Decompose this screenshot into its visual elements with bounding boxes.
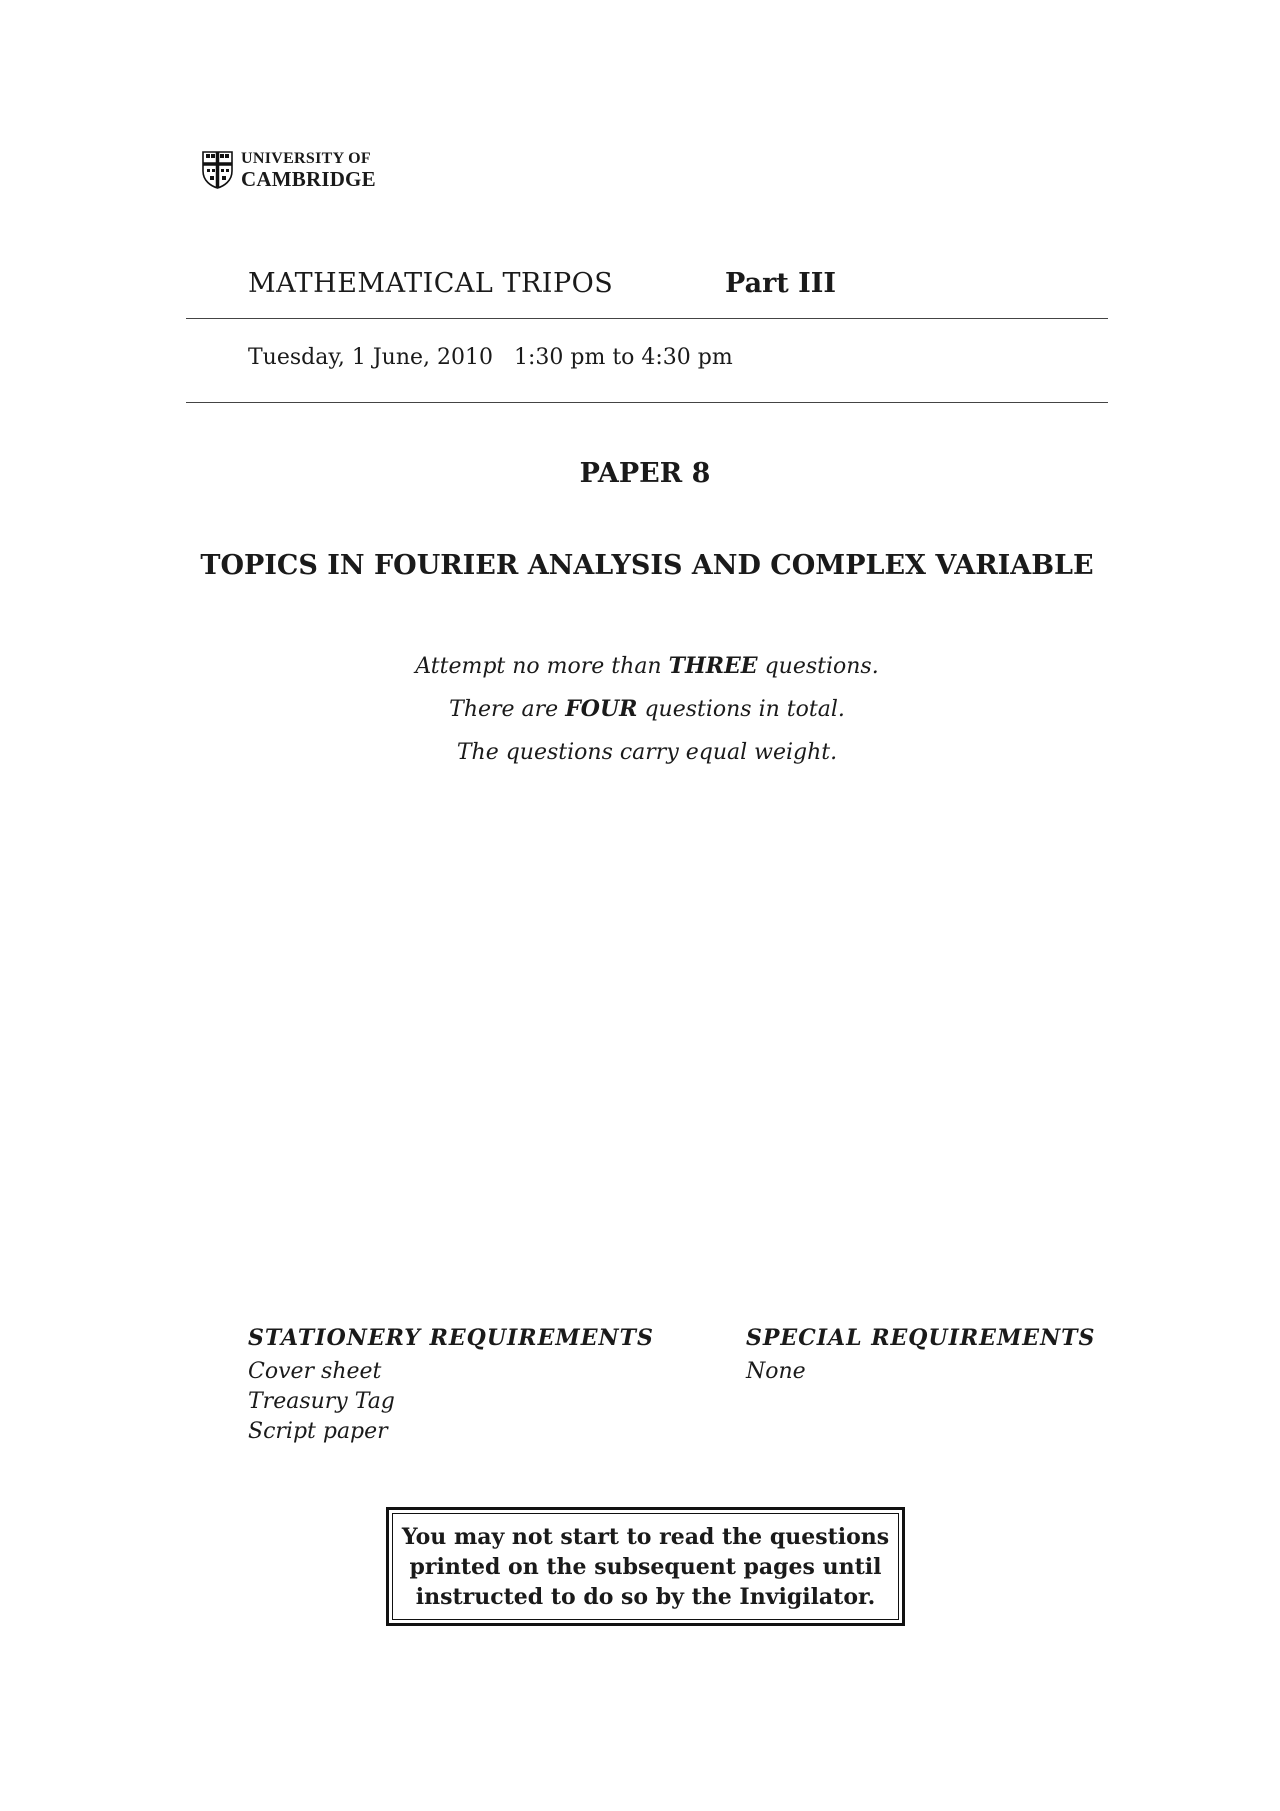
university-logo: [202, 150, 376, 190]
instruction-line-3: The questions carry equal weight.: [456, 740, 838, 765]
exam-instructions: [186, 645, 1108, 774]
stationery-item: Treasury Tag: [248, 1389, 395, 1414]
university-crest-icon: [202, 151, 233, 189]
special-item: None: [746, 1359, 806, 1384]
stationery-item: Script paper: [248, 1419, 388, 1444]
instruction-line-1: Attempt no more than THREE questions.: [415, 653, 879, 679]
paper-title: TOPICS IN FOURIER ANALYSIS AND COMPLEX VARIABLE: [200, 550, 1094, 581]
notice-line-3: instructed to do so by the Invigilator.: [415, 1583, 876, 1610]
logo-line-2: CAMBRIDGE: [241, 166, 376, 191]
top-rule: [186, 318, 1108, 319]
stationery-item: Cover sheet: [248, 1359, 382, 1384]
exam-time: 1:30 pm to 4:30 pm: [513, 345, 733, 370]
instruction-line-2: There are FOUR questions in total.: [449, 696, 845, 722]
exam-part: Part III: [725, 268, 837, 299]
stationery-heading: STATIONERY REQUIREMENTS: [248, 1325, 654, 1351]
special-list: [746, 1357, 806, 1387]
exam-name: MATHEMATICAL TRIPOS: [248, 268, 614, 299]
paper-number: PAPER 8: [579, 458, 711, 489]
exam-datetime: [248, 345, 733, 370]
special-heading: SPECIAL REQUIREMENTS: [746, 1325, 1096, 1351]
bottom-rule: [186, 402, 1108, 403]
logo-line-1: UNIVERSITY OF: [241, 149, 371, 167]
exam-date: Tuesday, 1 June, 2010: [248, 345, 493, 370]
notice-line-1: You may not start to read the questions: [401, 1523, 890, 1550]
logo-wordmark: [241, 151, 376, 190]
stationery-list: [248, 1357, 395, 1447]
notice-text: [392, 1513, 899, 1620]
notice-line-2: printed on the subsequent pages until: [409, 1553, 882, 1580]
invigilator-notice: [386, 1507, 905, 1626]
